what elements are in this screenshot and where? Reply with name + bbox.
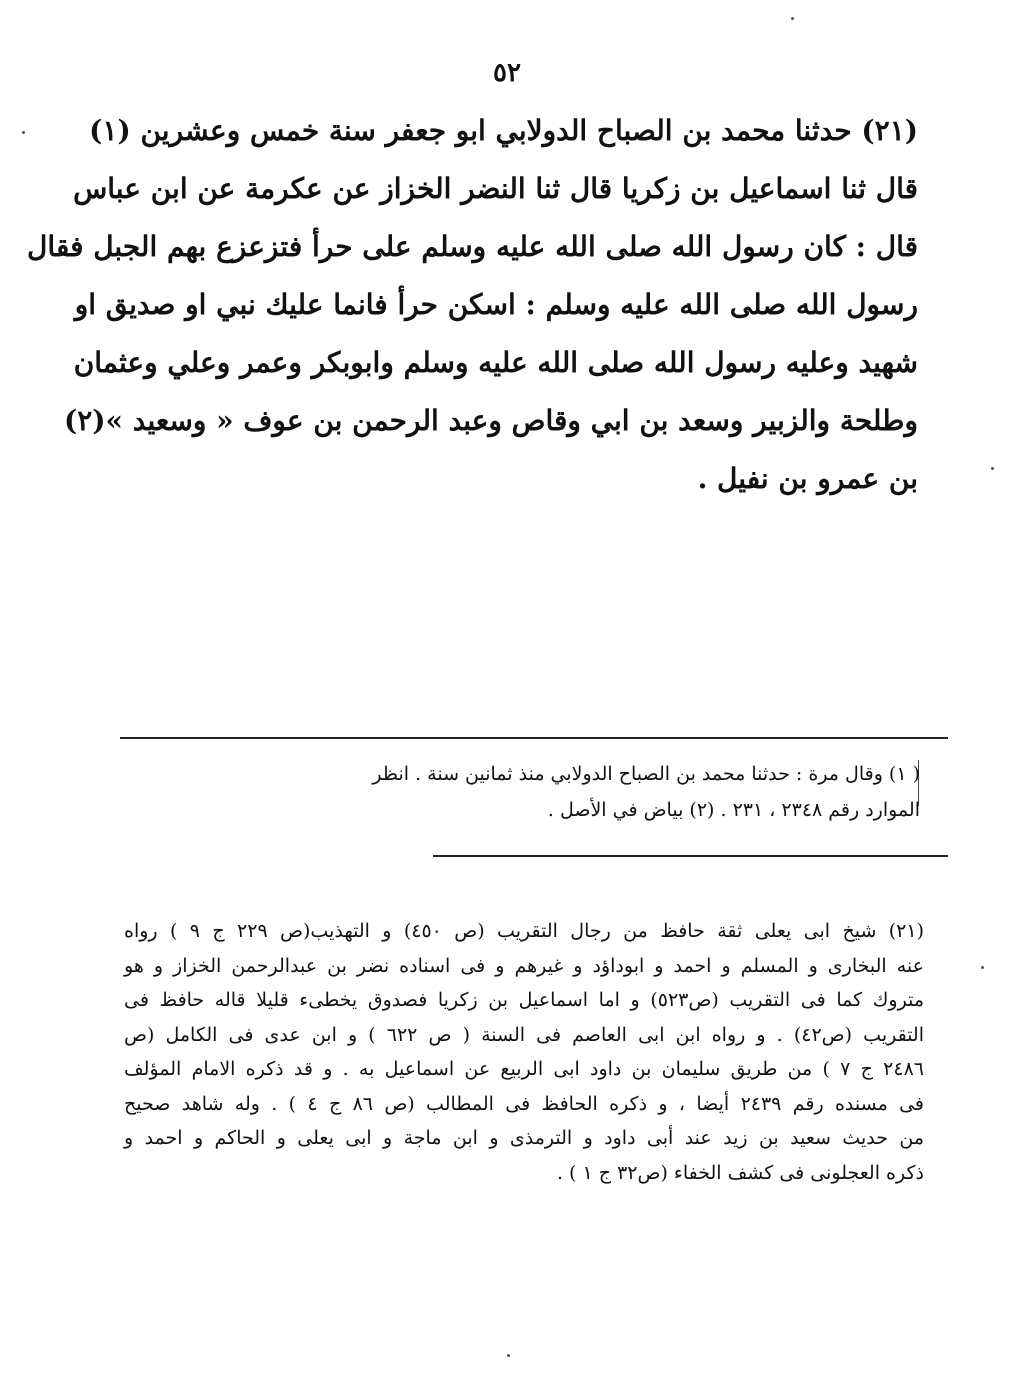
commentary-line: التقريب (ص٤٢) . و رواه ابن ابى العاصم فى السنة ( ص ٦٢٢ ) و ابن عدى فى الكامل (ص [124,1023,925,1046]
hadith-line: (٢١) حدثنا محمد بن الصباح الدولابي ابو جعفر سنة خمس وعشرين (١) [89,114,918,147]
footnote-separator-bottom [433,855,948,857]
hadith-line: شهيد وعليه رسول الله صلى الله عليه وسلم وابوبكر وعمر وعلي وعثمان [73,346,918,379]
hadith-line: بن عمرو بن نفيل . [697,462,918,495]
commentary-line: عنه البخارى و المسلم و احمد و ابوداؤد و غيرهم و فى اسناده نضر بن عبدالرحمن الخزاز و هو [124,954,924,977]
commentary [124,914,924,1190]
hadith-text [27,102,918,508]
commentary-line: متروك كما فى التقريب (ص٥٢٣) و اما اسماعيل بن زكريا فصدوق يخطىء قليلا قاله حافظ فى [124,989,924,1011]
commentary-line: ٢٤٨٦ ج ٧ ) من طريق سليمان بن داود ابى الربيع عن اسماعيل به . و قد ذكره الامام المؤلف [124,1058,924,1080]
scan-speck [507,1354,510,1357]
commentary-line: (٢١) شيخ ابى يعلى ثقة حافظ من رجال التقريب (ص ٤٥٠) و التهذيب(ص ٢٢٩ ج ٩ ) رواه [124,920,925,942]
scan-speck [991,467,994,470]
footnote-separator-top [120,737,948,739]
scan-speck [791,17,794,20]
commentary-line: ذكره العجلونى فى كشف الخفاء (ص٣٢ ج ١ ) . [556,1161,924,1184]
scan-speck [22,131,25,134]
hadith-line: قال : كان رسول الله صلى الله عليه وسلم على حرأ فتزعزع بهم الجبل فقال [27,230,918,263]
page-number: ٥٢ [493,58,521,88]
hadith-line: قال ثنا اسماعيل بن زكريا قال ثنا النضر الخزاز عن عكرمة عن ابن عباس [73,172,918,205]
footnotes [372,756,920,828]
commentary-line: من حديث سعيد بن زيد عند أبى داود و الترمذى و ابن ماجة و ابى يعلى و الحاكم و احمد و [124,1127,924,1149]
footnote-line: ( ١) وقال مرة : حدثنا محمد بن الصباح الدولابي منذ ثمانين سنة . انظر [372,763,920,785]
hadith-line: رسول الله صلى الله عليه وسلم : اسكن حرأ فانما عليك نبي او صديق او [74,288,918,321]
footnote-line: الموارد رقم ٢٣٤٨ ، ٢٣١ . (٢) بياض في الأصل . [547,799,920,821]
scan-speck [981,966,984,969]
hadith-line: وطلحة والزبير وسعد بن ابي وقاص وعبد الرحمن بن عوف « وسعيد »(٢) [63,404,918,437]
commentary-line: فى مسنده رقم ٢٤٣٩ أيضا ، و ذكره الحافظ فى المطالب (ص ٨٦ ج ٤ ) . وله شاهد صحيح [124,1092,925,1115]
